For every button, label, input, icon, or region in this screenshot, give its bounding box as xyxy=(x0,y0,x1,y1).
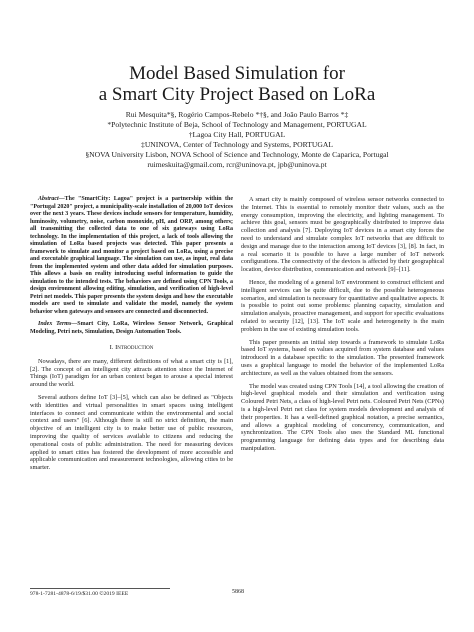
abstract-text: —The "SmartCity: Lagoa" project is a partnership within the "Portugal 2020" project, a municipality-scale installation of 20,000 IoT devices over the next 3 years. These devices include sensors for temperature, humidity, luminosity, volumetry, noise, carbon monoxide, pH, and ORP, among others; all transmitting the collected data to one of six gateways using LoRa technology. In the implementation of this project, a lack of tools allowing the simulation of LoRa based projects was detected. This paper presents a framework to simulate and monitor a project based on LoRa, using a precise and executable graphical language. The simulation can use, as input, real data from the implemented system and other data added for simulation purposes. This allows a basis on reality introducing useful information to guide the simulation to the intended tests. The behaviors are defined using CPN Tools, a design environment allowing editing, simulation, and verification of high-level Petri net models. This paper presents the system design and how the executable models are used to simulate and validate the model, namely the system behavior when gateways and sensors are connected and disconnected. xyxy=(30,196,233,315)
paragraph: Hence, the modeling of a general IoT environment to construct efficient and intelligent services can be quite difficult, due to the possible heterogeneous scenarios, and simulation is necessary for quantitative and qualitative aspects. It is possible to point out some problems: planning capacity, simulation and simulation analysis, proactive management, and support for specific evaluations related to security [12], [13]. The IoT scale and heterogeneity is the main problem in the use of existing simulation tools. xyxy=(241,278,444,333)
footer-divider xyxy=(30,588,170,589)
paragraph: The model was created using CPN Tools [14], a tool allowing the creation of high-level graphical models and their simulation and verification using Coloured Petri Nets, a class of high-level Petri nets. Coloured Petri Nets (CPNs) is a high-level Petri net class for system models development and analysis of their properties. It has a well-defined graphical notation, a precise semantics, and allows a graphical modeling of concurrency, communication, and synchronization. The CPN Tools also uses the Standard ML functional programming language for defining data types and for describing data manipulation. xyxy=(241,382,444,452)
paragraph: A smart city is mainly composed of wireless sensor networks connected to the Internet. This is essential to remotely monitor their values, such as the energy consumption, improving the electricity, and lighting management. To achieve this goal, sensors must be geographically distributed to improve data collection and analysis [7]. Deploying IoT devices in a smart city forces the need to understand and simulate complex IoT networks that are difficult to design and manage due to the interaction among IoT devices [3], [8]. In fact, in a real scenario it is possible to have a large number of IoT network configurations. The connectivity of the devices is affected by their geographical location, device distribution, communication and network [9]–[11]. xyxy=(241,196,444,274)
footer-copyright: 978-1-7281-4878-6/19/$31.00 ©2019 IEEE xyxy=(30,591,129,597)
author-names: Rui Mesquita*§, Rogério Campos-Rebelo *†§, and João Paulo Barros *‡ xyxy=(125,110,349,119)
paragraph: This paper presents an initial step towards a framework to simulate LoRa based IoT systems, based on values acquired from system database and values introduced in a database specific to the simulation. The presented framework uses a graphical language to model the behavior of the implemented LoRa architecture, as well as the values obtained from the sensors. xyxy=(241,338,444,377)
title-line-1: Model Based Simulation for xyxy=(129,63,345,84)
abstract-lead: Abstract xyxy=(38,196,59,202)
paper-title xyxy=(0,63,474,105)
section-heading-introduction: I. Introduction xyxy=(109,344,154,351)
author-emails: ruimeskuita@gmail.com, rcr@uninova.pt, jpb@uninova.pt xyxy=(147,160,327,169)
author-block xyxy=(0,110,474,170)
affiliation-4: §NOVA University Lisbon, NOVA School of Science and Technology, Monte de Caparica, Portugal xyxy=(85,150,389,159)
abstract xyxy=(30,196,233,316)
paragraph: Several authors define IoT [3]–[5], which can also be defined as "Objects with identities and virtual personalities in smart spaces using intelligent interfaces to connect and communicate within the environmental and social context and users" [6]. Although there is still no strict definition, the main objective of an intelligent city is to make better use of public resources, improving the quality of services available to citizens and reducing the operational costs of public administration. The need for measuring devices applied to smart cities has fostered the development of more accessible and applicable communication and measurement technologies, allowing cities to be smarter. xyxy=(30,393,233,472)
affiliation-1: *Polytechnic Institute of Beja, School of Technology and Management, PORTUGAL xyxy=(107,120,367,129)
right-column xyxy=(241,196,444,458)
index-terms xyxy=(30,321,233,336)
title-line-2: a Smart City Project Based on LoRa xyxy=(98,84,376,105)
affiliation-3: ‡UNINOVA, Center of Technology and Systems, PORTUGAL xyxy=(141,140,333,149)
index-terms-lead: Index Terms xyxy=(38,321,72,327)
page-number: 5868 xyxy=(232,589,244,595)
paragraph: Nowadays, there are many, different definitions of what a smart city is [1], [2]. The concept of an intelligent city attracts attention since the Internet of Things (IoT) paradigm for an urban context began to arouse a special interest around the world. xyxy=(30,357,233,389)
left-column xyxy=(30,196,233,477)
index-terms-text: —Smart City, LoRa, Wireless Sensor Network, Graphical Modeling, Petri nets, Simulation, Design Automation Tools. xyxy=(30,321,233,335)
affiliation-2: †Lagoa City Hall, PORTUGAL xyxy=(188,130,286,139)
